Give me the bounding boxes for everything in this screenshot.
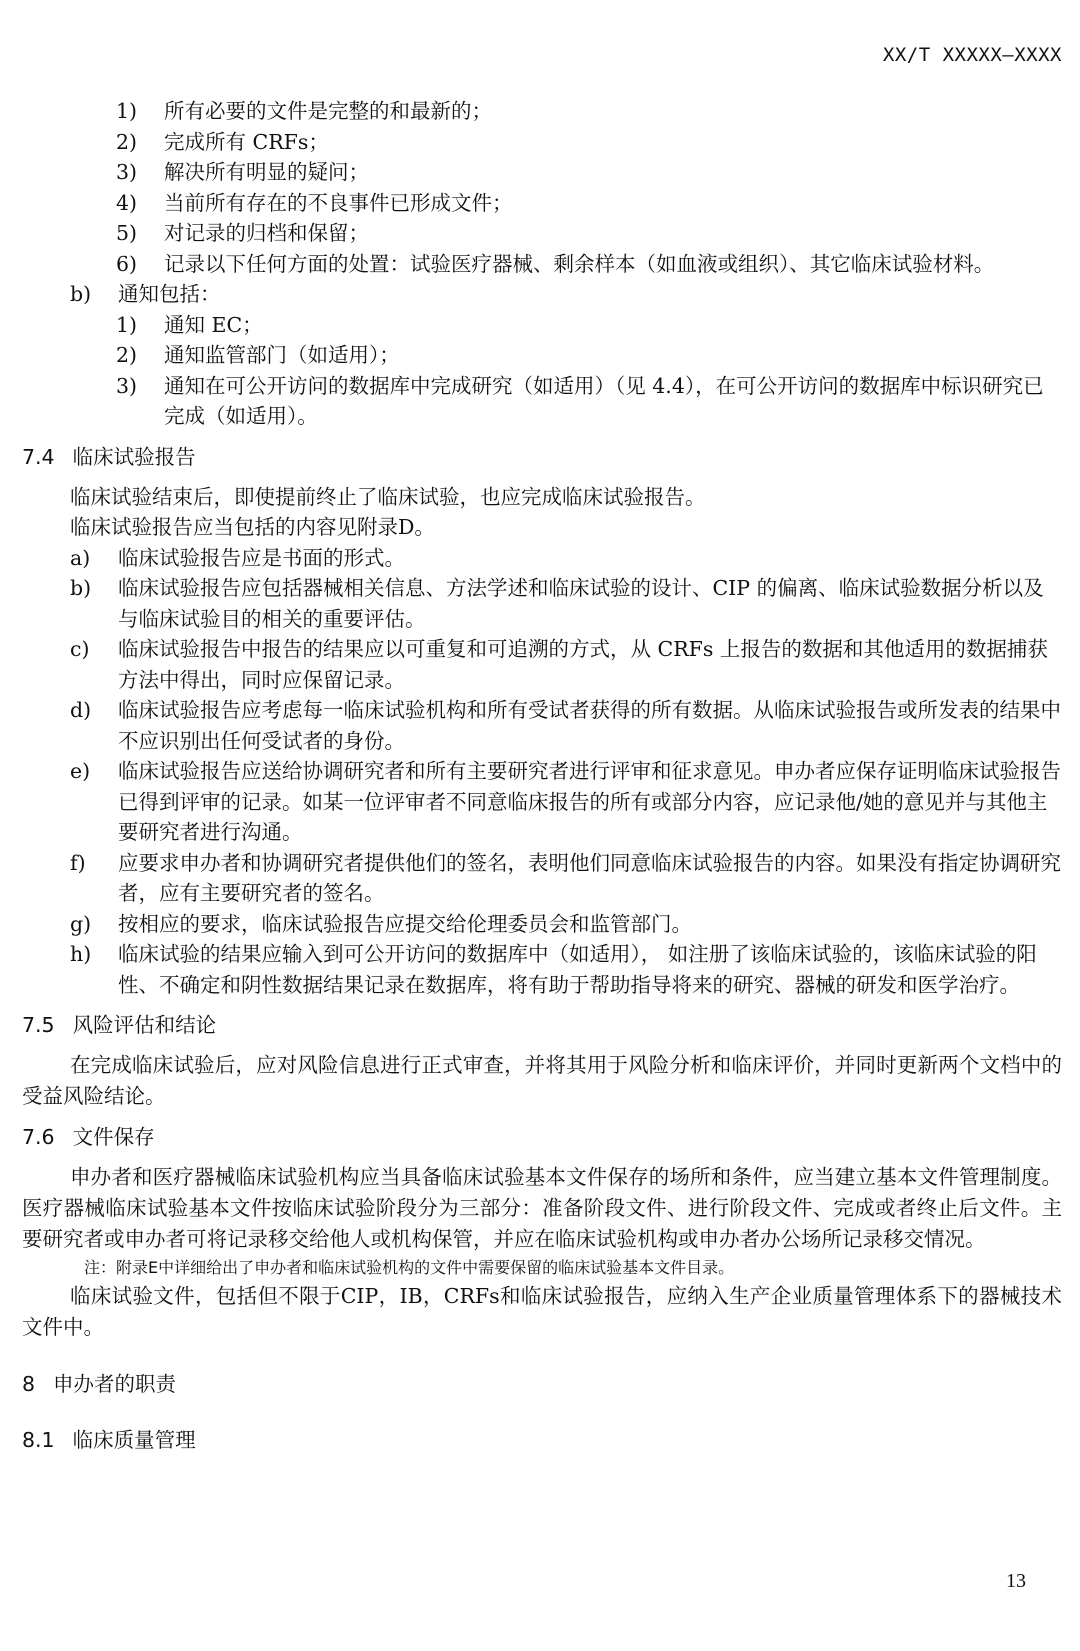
- list-item: [22, 634, 1062, 695]
- list-marker: b): [70, 576, 92, 600]
- paragraph: 临床试验报告应当包括的内容见附录D。: [70, 515, 435, 539]
- list-item: [22, 188, 1062, 219]
- list-item: [22, 573, 1062, 634]
- list-marker: 2): [116, 343, 138, 367]
- list-item: [22, 157, 1062, 188]
- list-item: [22, 756, 1062, 848]
- list-text: 应要求申办者和协调研究者提供他们的签名，表明他们同意临床试验报告的内容。如果没有指定协调研究者，应有主要研究者的签名。: [118, 850, 1061, 905]
- list-text: 按相应的要求，临床试验报告应提交给伦理委员会和监管部门。: [118, 911, 692, 936]
- list-item: [22, 218, 1062, 249]
- page-body: [22, 96, 1062, 1465]
- list-marker: 2): [116, 129, 138, 154]
- list-text: 记录以下任何方面的处置：试验医疗器械、剩余样本（如血液或组织）、其它临床试验材料。: [164, 251, 995, 276]
- section-title: 申办者的职责: [53, 1372, 177, 1396]
- section-title: 文件保存: [72, 1125, 155, 1149]
- document-code: XX/T XXXXX—XXXX: [882, 44, 1062, 66]
- list-item: [22, 695, 1062, 756]
- list-marker: 4): [116, 190, 138, 215]
- list-marker: 5): [116, 221, 138, 245]
- list-item: [22, 543, 1062, 574]
- paragraph: 临床试验文件，包括但不限于CIP，IB，CRFs和临床试验报告，应纳入生产企业质量管理体系下的器械技术文件中。: [22, 1284, 1062, 1339]
- section-number: 8.1: [22, 1428, 55, 1452]
- list-text: 临床试验报告应是书面的形式。: [118, 545, 405, 570]
- list-item: [22, 340, 1062, 371]
- section-heading-7-5: [22, 1010, 1062, 1040]
- list-marker: 6): [116, 251, 138, 276]
- list-item: [22, 127, 1062, 158]
- section-heading-8-1: [22, 1425, 1062, 1455]
- list-text: 所有必要的文件是完整的和最新的；: [164, 99, 492, 123]
- list-text: 通知监管部门（如适用）；: [164, 343, 400, 367]
- list-item: [22, 939, 1062, 1000]
- chapter-heading-8: [22, 1369, 1062, 1399]
- paragraph: 申办者和医疗器械临床试验机构应当具备临床试验基本文件保存的场所和条件，应当建立基本文件管理制度。医疗器械临床试验基本文件按临床试验阶段分为三部分：准备阶段文件、进行阶段文件、完成或者终止后文件。主要研究者或申办者可将记录移交给他人或机构保管，并应在临床试验机构或申办者办公场所记录移交情况。: [22, 1165, 1062, 1251]
- list-marker: e): [70, 759, 91, 783]
- list-marker: a): [70, 545, 91, 570]
- list-marker: 3): [116, 160, 138, 184]
- paragraph: 在完成临床试验后，应对风险信息进行正式审查，并将其用于风险分析和临床评价，并同时更新两个文档中的受益风险结论。: [22, 1053, 1062, 1108]
- list-item: [22, 310, 1062, 341]
- list-item: [22, 848, 1062, 909]
- list-text: 通知在可公开访问的数据库中完成研究（如适用）（见 4.4），在可公开访问的数据库中标识研究已完成（如适用）。: [164, 373, 1044, 428]
- list-text: 当前所有存在的不良事件已形成文件；: [164, 190, 513, 215]
- note: 注：附录E中详细给出了申办者和临床试验机构的文件中需要保留的临床试验基本文件目录。: [84, 1258, 735, 1277]
- list-marker: d): [70, 698, 92, 722]
- list-item-b: [22, 279, 1062, 310]
- list-marker: f): [70, 850, 86, 875]
- list-item: [22, 909, 1062, 940]
- section-heading-7-4: [22, 442, 1062, 472]
- section-number: 7.5: [22, 1013, 55, 1037]
- list-marker: 1): [116, 99, 138, 123]
- page-number: 13: [1006, 1570, 1026, 1592]
- section-number: 8: [22, 1372, 36, 1396]
- list-item: [22, 96, 1062, 127]
- section-title: 临床质量管理: [72, 1428, 196, 1452]
- section-title: 风险评估和结论: [72, 1013, 217, 1037]
- section-number: 7.4: [22, 444, 55, 469]
- list-marker: b): [70, 282, 92, 306]
- list-text: 临床试验的结果应输入到可公开访问的数据库中（如适用）， 如注册了该临床试验的，该临床试验的阳性、不确定和阴性数据结果记录在数据库，将有助于帮助指导将来的研究、器械的研发和医学治疗。: [118, 942, 1037, 997]
- list-marker: c): [70, 637, 90, 661]
- list-item: [22, 249, 1062, 280]
- list-marker: h): [70, 942, 92, 966]
- list-text: 完成所有 CRFs；: [164, 129, 329, 154]
- list-text: 临床试验报告应考虑每一临床试验机构和所有受试者获得的所有数据。从临床试验报告或所发表的结果中不应识别出任何受试者的身份。: [118, 698, 1061, 753]
- list-text: 对记录的归档和保留；: [164, 221, 369, 245]
- list-text: 临床试验报告应包括器械相关信息、方法学述和临床试验的设计、CIP 的偏离、临床试验数据分析以及与临床试验目的相关的重要评估。: [118, 576, 1044, 631]
- paragraph: 临床试验结束后，即使提前终止了临床试验，也应完成临床试验报告。: [70, 484, 706, 509]
- list-marker: 3): [116, 373, 138, 398]
- list-text: 通知包括：: [118, 282, 221, 306]
- list-marker: g): [70, 911, 92, 936]
- section-number: 7.6: [22, 1125, 55, 1149]
- list-text: 通知 EC；: [164, 312, 263, 337]
- list-text: 解决所有明显的疑问；: [164, 160, 369, 184]
- list-text: 临床试验报告应送给协调研究者和所有主要研究者进行评审和征求意见。申办者应保存证明临床试验报告已得到评审的记录。如某一位评审者不同意临床报告的所有或部分内容，应记录他/她的意见并与其他主要研究者进行沟通。: [118, 759, 1061, 844]
- list-item: [22, 371, 1062, 432]
- list-text: 临床试验报告中报告的结果应以可重复和可追溯的方式，从 CRFs 上报告的数据和其他适用的数据捕获方法中得出，同时应保留记录。: [118, 637, 1048, 692]
- section-heading-7-6: [22, 1122, 1062, 1152]
- section-title: 临床试验报告: [72, 444, 196, 469]
- list-marker: 1): [116, 312, 138, 337]
